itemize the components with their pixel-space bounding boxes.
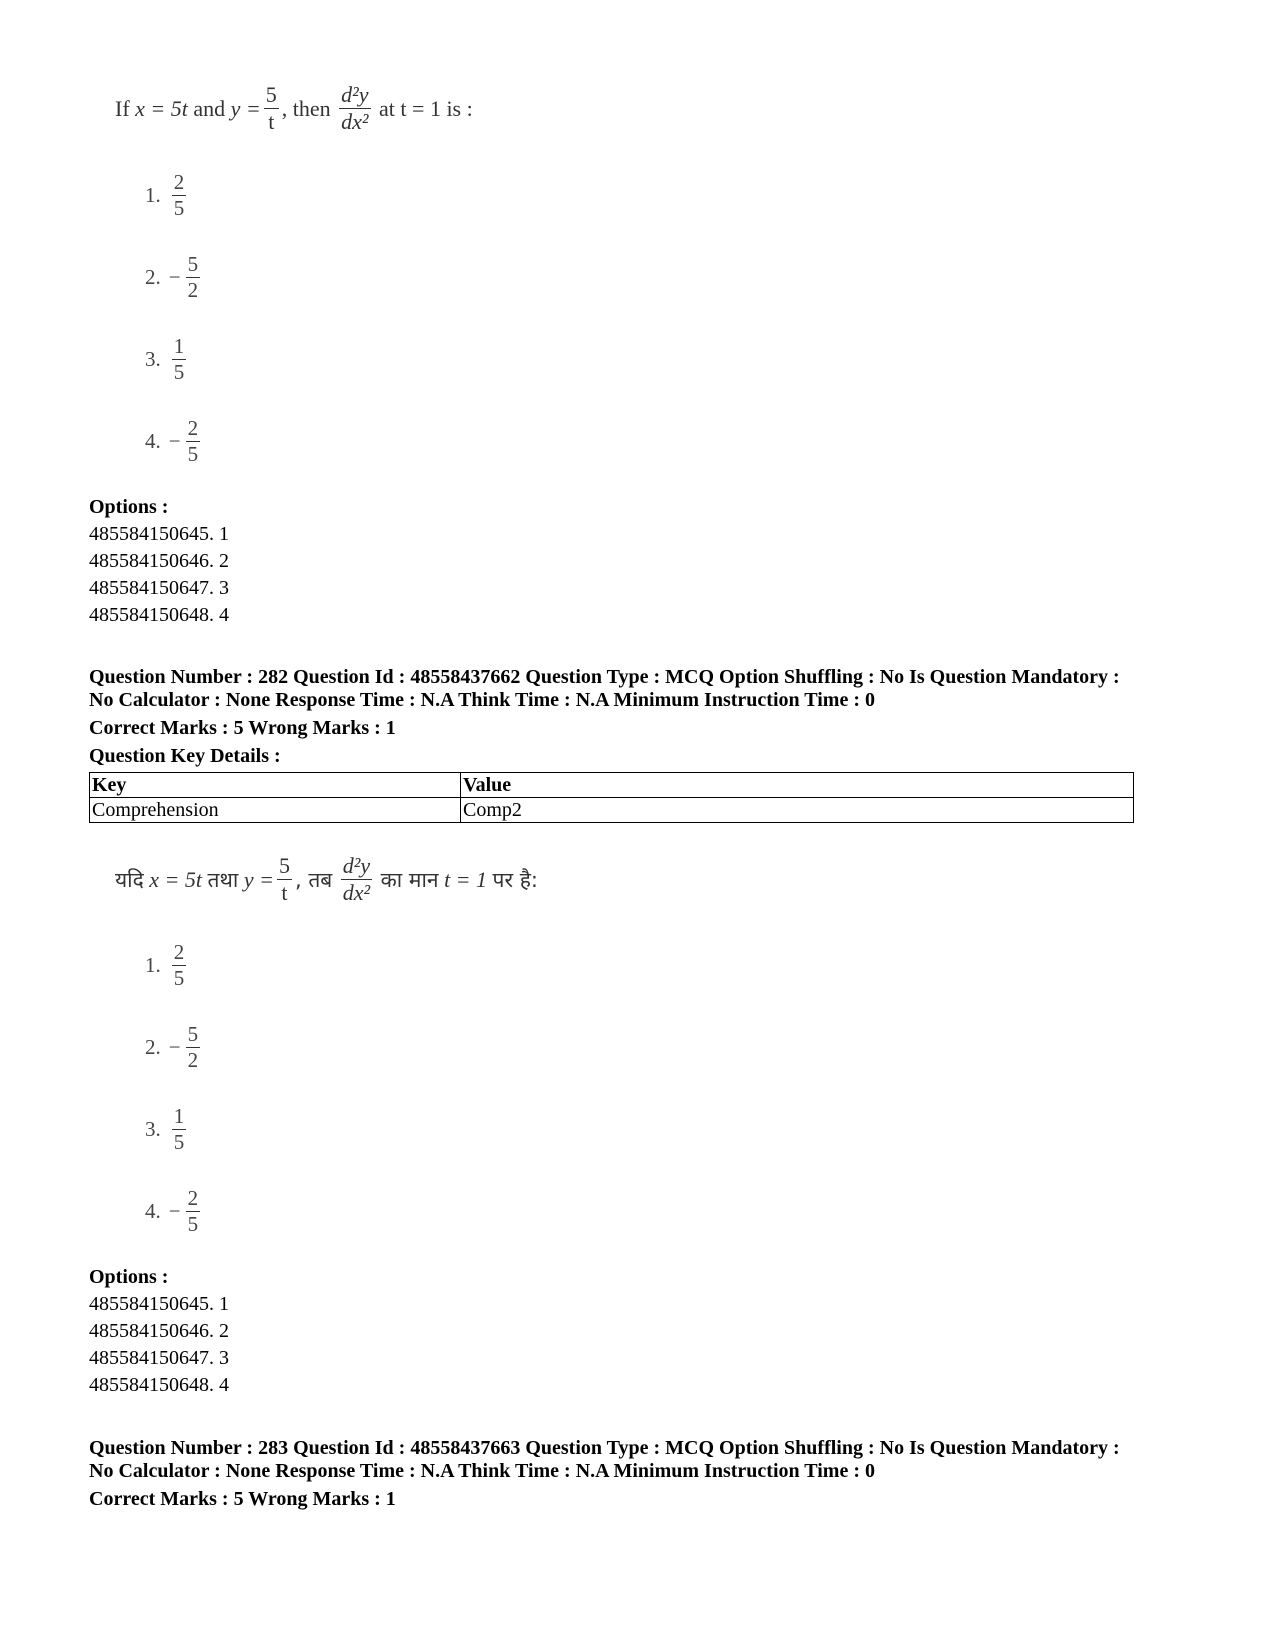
choice-sign: − bbox=[168, 1199, 181, 1223]
table-header-row bbox=[90, 773, 1134, 798]
choice-fraction bbox=[172, 1106, 187, 1153]
fraction-numerator: 1 bbox=[173, 1104, 185, 1128]
fraction-numerator: 2 bbox=[187, 416, 199, 440]
choice-sign: − bbox=[168, 429, 181, 453]
stem-derivative-fraction bbox=[341, 855, 372, 904]
choice-number: 1. bbox=[145, 953, 161, 977]
choice-number: 1. bbox=[145, 183, 161, 207]
fraction-denominator: dx² bbox=[341, 109, 369, 134]
table-cell: Comprehension bbox=[90, 798, 461, 823]
fraction-numerator: 2 bbox=[173, 940, 185, 964]
choice-3 bbox=[145, 336, 189, 383]
option-id-row: 485584150647. 3 bbox=[89, 1347, 229, 1369]
fraction-numerator: 5 bbox=[278, 853, 290, 878]
fraction-denominator: 5 bbox=[187, 442, 199, 466]
option-id-row: 485584150646. 2 bbox=[89, 1320, 229, 1342]
option-id-row: 485584150647. 3 bbox=[89, 577, 229, 599]
choice-1 bbox=[145, 942, 189, 989]
choice-sign: − bbox=[168, 1035, 181, 1059]
options-list bbox=[89, 1291, 229, 1399]
question-meta-line: Question Number : 282 Question Id : 48558437662 Question Type : MCQ Option Shuffling : No Is Question Mandatory : bbox=[89, 666, 1120, 688]
choice-4 bbox=[145, 418, 203, 465]
choice-number: 4. bbox=[145, 429, 161, 453]
fraction-denominator: 2 bbox=[187, 278, 199, 302]
question-meta-line: Question Number : 283 Question Id : 48558437663 Question Type : MCQ Option Shuffling : No Is Question Mandatory : bbox=[89, 1437, 1120, 1459]
fraction-numerator: 2 bbox=[173, 170, 185, 194]
options-label: Options : bbox=[89, 1266, 169, 1288]
choice-4 bbox=[145, 1188, 203, 1235]
stem-x-equation: x = 5t bbox=[149, 866, 203, 892]
stem-derivative-fraction bbox=[339, 84, 370, 133]
table-row bbox=[90, 798, 1134, 823]
choice-fraction bbox=[186, 418, 201, 465]
stem-then: , तब bbox=[294, 867, 333, 892]
fraction-numerator: d²y bbox=[341, 82, 369, 107]
fraction-numerator: d²y bbox=[342, 853, 371, 878]
choice-fraction bbox=[186, 1024, 201, 1071]
choice-2 bbox=[145, 1024, 203, 1071]
fraction-numerator: 1 bbox=[173, 334, 185, 358]
question-meta bbox=[89, 666, 1189, 712]
stem-y-fraction bbox=[264, 84, 279, 133]
stem-y-equation: y = bbox=[243, 866, 274, 892]
choice-number: 4. bbox=[145, 1199, 161, 1223]
choice-fraction bbox=[186, 254, 201, 301]
fraction-numerator: 5 bbox=[265, 82, 277, 107]
question-meta-line: No Calculator : None Response Time : N.A Think Time : N.A Minimum Instruction Time : 0 bbox=[89, 689, 875, 711]
question-meta-line: No Calculator : None Response Time : N.A Think Time : N.A Minimum Instruction Time : 0 bbox=[89, 1460, 875, 1482]
stem-lead: यदि bbox=[115, 867, 144, 892]
options-label: Options : bbox=[89, 496, 169, 518]
choice-fraction bbox=[172, 942, 187, 989]
stem-then: , then bbox=[281, 95, 331, 121]
option-id-row: 485584150648. 4 bbox=[89, 604, 229, 626]
table-header-cell: Value bbox=[461, 773, 1134, 798]
fraction-numerator: 5 bbox=[187, 1022, 199, 1046]
choice-1 bbox=[145, 172, 189, 219]
fraction-denominator: 5 bbox=[173, 1130, 185, 1154]
marks-line: Correct Marks : 5 Wrong Marks : 1 bbox=[89, 717, 396, 739]
choice-3 bbox=[145, 1106, 189, 1153]
table-header-cell: Key bbox=[90, 773, 461, 798]
fraction-denominator: 5 bbox=[173, 360, 185, 384]
stem-and: and bbox=[193, 95, 226, 121]
options-list bbox=[89, 521, 229, 629]
question-stem-english bbox=[115, 84, 473, 133]
stem-y-fraction bbox=[277, 855, 292, 904]
option-id-row: 485584150648. 4 bbox=[89, 1374, 229, 1396]
choice-fraction bbox=[172, 336, 187, 383]
fraction-denominator: dx² bbox=[342, 880, 371, 905]
question-stem-hindi bbox=[115, 855, 538, 904]
stem-t-equation: t = 1 bbox=[444, 866, 488, 892]
option-id-row: 485584150645. 1 bbox=[89, 1293, 229, 1315]
stem-tail: at t = 1 is : bbox=[379, 95, 473, 121]
fraction-denominator: 5 bbox=[173, 196, 185, 220]
option-id-row: 485584150646. 2 bbox=[89, 550, 229, 572]
fraction-denominator: 5 bbox=[173, 966, 185, 990]
fraction-numerator: 5 bbox=[187, 252, 199, 276]
fraction-denominator: 5 bbox=[187, 1212, 199, 1236]
fraction-denominator: t bbox=[268, 109, 275, 134]
stem-x-equation: x = 5t bbox=[135, 95, 188, 121]
choice-fraction bbox=[172, 172, 187, 219]
table-cell: Comp2 bbox=[461, 798, 1134, 823]
choice-number: 3. bbox=[145, 1117, 161, 1141]
choice-sign: − bbox=[168, 265, 181, 289]
choice-fraction bbox=[186, 1188, 201, 1235]
choice-number: 2. bbox=[145, 265, 161, 289]
key-details-label: Question Key Details : bbox=[89, 745, 281, 767]
choice-2 bbox=[145, 254, 203, 301]
fraction-denominator: t bbox=[281, 880, 288, 905]
choice-number: 2. bbox=[145, 1035, 161, 1059]
key-details-table bbox=[89, 772, 1134, 823]
choice-number: 3. bbox=[145, 347, 161, 371]
stem-and: तथा bbox=[207, 867, 239, 892]
fraction-denominator: 2 bbox=[187, 1048, 199, 1072]
stem-tail: पर है: bbox=[492, 867, 538, 892]
option-id-row: 485584150645. 1 bbox=[89, 523, 229, 545]
stem-y-equation: y = bbox=[230, 95, 261, 121]
marks-line: Correct Marks : 5 Wrong Marks : 1 bbox=[89, 1488, 396, 1510]
fraction-numerator: 2 bbox=[187, 1186, 199, 1210]
stem-mid: का मान bbox=[380, 867, 439, 892]
question-meta bbox=[89, 1437, 1189, 1483]
stem-lead: If bbox=[115, 95, 130, 121]
